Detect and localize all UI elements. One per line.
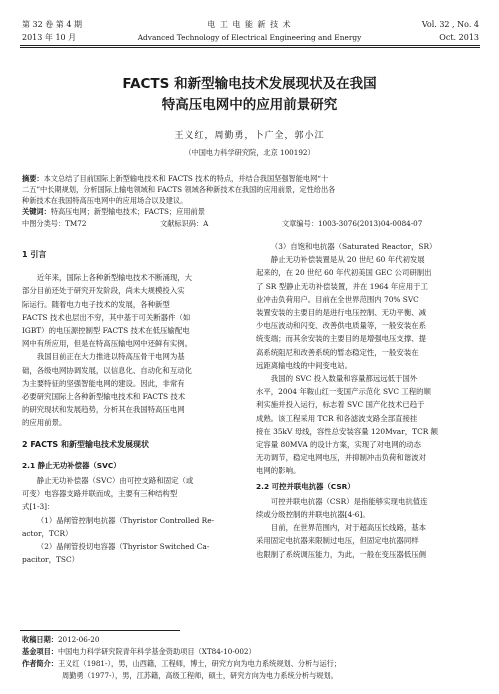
text-line: 成熟。该工程采用 TCR 和各滤波支路全部直接挂 [256, 413, 418, 423]
text-line: 础，各级电网协调发展，以信息化、自动化和互动化 [22, 365, 192, 375]
text-line: 为主要特征的坚强智能电网的建设。因此，非常有 [22, 378, 185, 388]
vol-no-en: Vol. 32 , No. 4 [421, 20, 479, 29]
text-line: （1）晶闸管控制电抗器（Thyristor Controlled Re- [36, 515, 215, 525]
text-line: 静止无功补偿器（SVC）由可控支路和固定（或 [36, 476, 194, 486]
list-item: （3）自饱和电抗器（Saturated Reactor，SR） [270, 242, 437, 251]
journal-title-en: Advanced Technology of Electrical Engineering and Energy [137, 33, 362, 42]
text-line: 的应用前景。 [22, 418, 67, 428]
text-line: 我国目前正在大力推进以特高压骨干电网为基 [36, 352, 185, 362]
text-line: 利实施并投入运行，标志着 SVC 国产化技术已趋于 [256, 400, 425, 410]
text-line: 网中有所应用，但是在特高压输电网中还鲜有实例。 [22, 339, 192, 349]
paper-title-line2: 特高压电网中的应用前景研究 [161, 97, 338, 113]
text-line: 统变端；而其余安装的主要目的是增强电压支撑、提 [256, 334, 426, 344]
keywords-label: 关键词： [22, 207, 51, 216]
paragraph [22, 271, 244, 350]
text-line: 也限制了系统调压能力，为此，一般在变压器低压侧 [256, 549, 426, 559]
abstract [22, 173, 478, 217]
text-line: 可变）电容器支路并联而成，主要有三种结构型 [22, 489, 178, 499]
paragraph [22, 350, 244, 429]
text-line: actor，TCR） [22, 528, 73, 538]
document-code: 文献标识码：A [160, 219, 209, 228]
text-line: FACTS 技术也层出不穷，其中基于可关断器件（如 [22, 312, 191, 322]
text-line: IGBT）的电压源控制型 FACTS 技术在低压输配电 [22, 326, 190, 336]
subsection-heading: 2.2 可控并联电抗器（CSR） [256, 481, 355, 491]
paragraph [256, 495, 480, 521]
abstract-line: 种新技术在我国特高压电网中的应用场合以及建议。 [22, 196, 188, 205]
fund-text: 中国电力科学研究院青年科学基金资助项目（XT84-10-002） [57, 647, 256, 656]
text-line: 远距离输电线的中间变电站。 [256, 360, 353, 370]
article-number: 文章编号：1003-3076(2013)04-0084-07 [282, 219, 423, 228]
author-bio-label: 作者简介： [22, 659, 58, 668]
received-label: 收稿日期： [22, 635, 58, 644]
paragraph [256, 521, 480, 561]
text-line: 起来的，在 20 世纪 60 年代初美国 GEC 公司研制出 [256, 268, 432, 278]
text-line: 的研究现状和发展趋势，分析其在我国特高压电网 [22, 405, 185, 415]
footnotes [22, 634, 482, 682]
author-bio: 王义红（1981-），男，山西籍，工程师，博士，研究方向为电力系统规划、分析与运行； [57, 659, 342, 668]
text-line: 部分目前还处于研究开发阶段，尚未大规模投入实 [22, 286, 185, 296]
text-line: 式[1-3]： [22, 502, 55, 512]
text-line: 可控并联电抗器（CSR）是指能够实现电抗值连 [270, 496, 428, 506]
subsection-heading: 2.1 静止无功补偿器（SVC） [22, 460, 121, 470]
text-line: 水平，2004 年鞍山红一变国产示范化 SVC 工程的顺 [256, 387, 431, 397]
text-line: 无功调节，稳定电网电压，并抑制冲击负荷和谐波对 [256, 453, 426, 463]
text-line: 际运行。随着电力电子技术的发展，各种新型 [22, 299, 170, 309]
paragraph [22, 474, 244, 514]
text-line: 装置安装的主要目的是进行电压控制、无功平衡、减 [256, 308, 426, 318]
received-date: 2012-06-20 [57, 635, 100, 644]
text-line: 必要研究国际上各种新型输电技术和 FACTS 技术 [22, 392, 186, 402]
text-line: 目前，在世界范围内，对于超高压长线路，基本 [270, 523, 427, 533]
affiliation: （中国电力科学研究院，北京 100192） [184, 148, 315, 157]
header-rule-2 [20, 47, 480, 48]
section-heading: 1 引言 [22, 250, 47, 259]
month-en: Oct. 2013 [439, 33, 479, 42]
fund-label: 基金项目： [22, 647, 58, 656]
list-item [22, 540, 244, 566]
author-bio: 周勤勇（1977-），男，江苏籍，高级工程师，硕士，研究方向为电力系统分析与规划。 [62, 671, 338, 680]
paragraph [256, 253, 480, 372]
issue-date: 2013 年 10 月 [22, 33, 77, 42]
abstract-line: 本文总结了目前国际上新型输电技术和 FACTS 技术的特点，并结合我国坚强智能电网“十 [43, 174, 329, 183]
volume-issue: 第 32 卷 第 4 期 [22, 20, 82, 29]
header-rule [20, 45, 480, 46]
section-heading: 2 FACTS 和新型输电技术发展现状 [22, 439, 149, 449]
text-line: 采用固定电抗器来限制过电压，但固定电抗器同样 [256, 536, 419, 546]
text-line: pacitor，TSC） [22, 555, 80, 565]
text-line: 我国的 SVC 投入数量和容量都远远低于国外 [270, 374, 418, 384]
text-line: 近年来，国际上各种新型输电技术不断涌现，大 [36, 273, 193, 283]
text-line: 电网的影响。 [256, 466, 301, 476]
text-line: （2）晶闸管投切电容器（Thyristor Switched Ca- [36, 542, 210, 552]
right-column [256, 240, 480, 561]
text-line: 接在 35kV 母线，容性总安装容量 120Mvar，TCR 额 [256, 426, 439, 436]
authors: 王义红，周勤勇，卜广全，郭小江 [174, 131, 325, 141]
text-line: 续或分级控制的并联电抗器[4-6]。 [256, 510, 370, 520]
text-line: 高系统阻尼和改善系统的暂态稳定性，一般安装在 [256, 347, 419, 357]
abstract-label: 摘要： [22, 174, 44, 183]
text-line: 业冲击负荷用户。目前在全世界范围内 70% SVC [256, 294, 419, 304]
footnote-rule [20, 630, 180, 631]
paper-title-line1: FACTS 和新型输电技术发展现状及在我国 [122, 76, 377, 92]
text-line: 了 SR 型静止无功补偿装置，并在 1964 年应用于工 [256, 281, 428, 291]
paragraph [256, 372, 480, 478]
text-line: 定容量 80MVA 的设计方案，实现了对电网的动态 [256, 440, 421, 450]
journal-title-cn: 电 工 电 能 新 技 术 [207, 20, 292, 29]
left-column [22, 240, 244, 566]
list-item [22, 514, 244, 540]
keywords-text: 特高压电网；新型输电技术；FACTS；应用前景 [50, 207, 205, 216]
clc-number: 中图分类号：TM72 [22, 219, 87, 228]
abstract-line: 二五”中长期规划，分析国际上输电领域和 FACTS 领域各种新技术在我国的应用前景，定性给出各 [22, 185, 336, 194]
text-line: 少电压波动和闪变、改善供电质量等，一般安装在系 [256, 321, 426, 331]
text-line: 静止无功补偿装置是从 20 世纪 60 年代初发展 [270, 255, 425, 265]
